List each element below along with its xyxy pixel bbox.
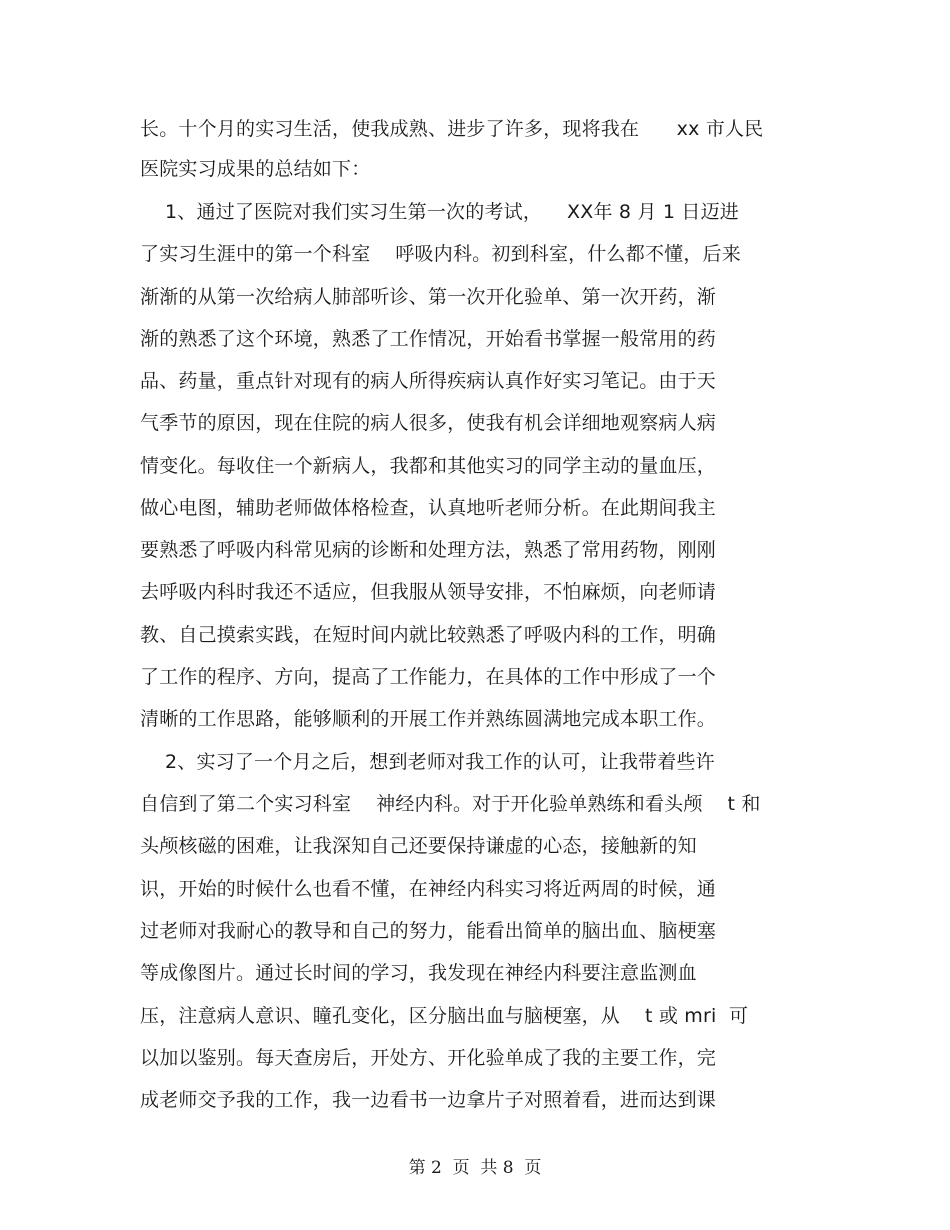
body-text-line: 自信到了第二个实习科室 神经内科。对于开化验单熟练和看头颅 t 和 [140, 793, 761, 815]
body-text-line: 渐渐的从第一次给病人肺部听诊、第一次开化验单、第一次开药，渐 [140, 286, 717, 308]
body-text-line: 了工作的程序、方向，提高了工作能力，在具体的工作中形成了一个 [140, 666, 717, 688]
body-text-line: 头颅核磁的困难，让我深知自己还要保持谦虚的心态，接触新的知 [140, 835, 697, 857]
body-text-line: 成老师交予我的工作，我一边看书一边拿片子对照着看，进而达到课 [140, 1089, 717, 1111]
body-text-line: 2、实习了一个月之后，想到老师对我工作的认可，让我带着些许 [140, 751, 715, 773]
body-text-line: 长。十个月的实习生活，使我成熟、进步了许多，现将我在 xx 市人民 [140, 118, 764, 140]
body-text-line: 过老师对我耐心的教导和自己的努力，能看出简单的脑出血、脑梗塞 [140, 920, 717, 942]
body-text-line: 清晰的工作思路，能够顺利的开展工作并熟练圆满地完成本职工作。 [140, 708, 717, 730]
body-text-line: 教、自己摸索实践，在短时间内就比较熟悉了呼吸内科的工作，明确 [140, 624, 717, 646]
body-text-line: 气季节的原因，现在住院的病人很多，使我有机会详细地观察病人病 [140, 412, 717, 434]
body-text-line: 情变化。每收住一个新病人，我都和其他实习的同学主动的量血压， [140, 455, 717, 477]
body-text-line: 品、药量，重点针对现有的病人所得疾病认真作好实习笔记。由于天 [140, 370, 717, 392]
body-text-line: 去呼吸内科时我还不适应，但我服从领导安排，不怕麻烦，向老师请 [140, 581, 717, 603]
body-text-line: 以加以鉴别。每天查房后，开处方、开化验单成了我的主要工作，完 [140, 1047, 717, 1069]
body-text-line: 做心电图，辅助老师做体格检查，认真地听老师分析。在此期间我主 [140, 497, 717, 519]
body-text-line: 压，注意病人意识、瞳孔变化，区分脑出血与脑梗塞，从 t 或 mri 可 [140, 1005, 749, 1027]
body-text-line: 识，开始的时候什么也看不懂，在神经内科实习将近两周的时候，通 [140, 878, 717, 900]
body-text-line: 渐的熟悉了这个环境，熟悉了工作情况，开始看书掌握一般常用的药 [140, 328, 717, 350]
body-text-line: 要熟悉了呼吸内科常见病的诊断和处理方法，熟悉了常用药物，刚刚 [140, 539, 717, 561]
body-text-line: 医院实习成果的总结如下： [140, 158, 371, 180]
body-text-line: 等成像图片。通过长时间的学习，我发现在神经内科要注意监测血 [140, 962, 697, 984]
body-text-line: 1、通过了医院对我们实习生第一次的考试， XX年 8 月 1 日迈进 [140, 201, 739, 223]
body-text-line: 了实习生涯中的第一个科室 呼吸内科。初到科室，什么都不懂，后来 [140, 243, 741, 265]
page-number-footer: 第 2 页 共 8 页 [408, 1158, 542, 1178]
